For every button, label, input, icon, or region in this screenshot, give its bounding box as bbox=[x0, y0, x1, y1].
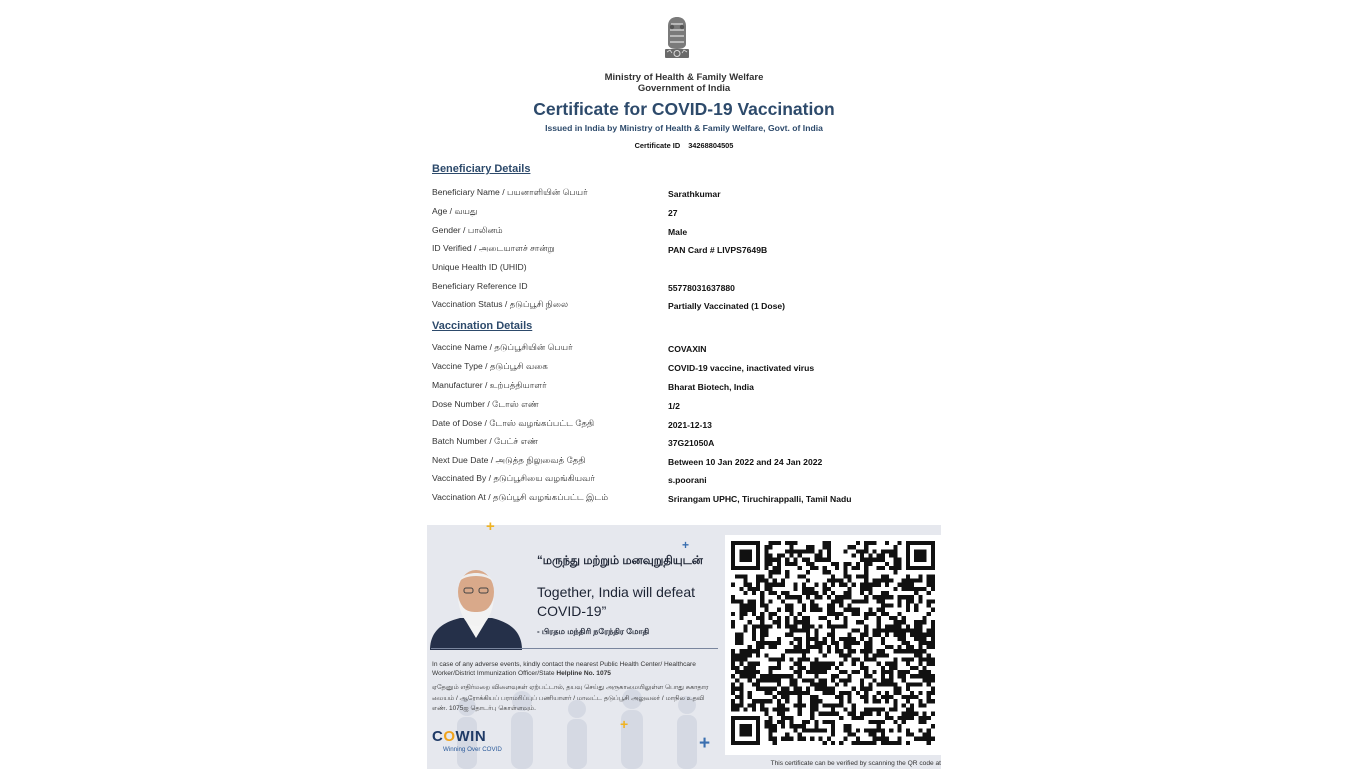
field-value: Bharat Biotech, India bbox=[668, 382, 754, 392]
beneficiary-details-heading: Beneficiary Details bbox=[432, 163, 531, 175]
adverse-event-advisory-english bbox=[432, 660, 712, 678]
quote-tamil: “மருந்து மற்றும் மனவுறுதியுடன் bbox=[537, 555, 703, 567]
quote-attribution: - பிரதம மந்திரி நரேந்திர மோதி bbox=[537, 627, 650, 636]
field-label: Vaccination At / தடுப்பூசி வழங்கப்பட்ட இடம் bbox=[432, 492, 609, 502]
field-value: s.poorani bbox=[668, 475, 707, 485]
field-label: Unique Health ID (UHID) bbox=[432, 262, 527, 272]
field-value: Between 10 Jan 2022 and 24 Jan 2022 bbox=[668, 457, 823, 467]
banner-message-panel bbox=[427, 518, 720, 769]
plus-decoration-icon: + bbox=[699, 733, 711, 754]
beneficiary-reference-id-row bbox=[432, 281, 932, 297]
vaccinated-by-row bbox=[432, 473, 932, 489]
field-label: Next Due Date / அடுத்த நிலுவைத் தேதி bbox=[432, 455, 586, 465]
vaccine-name-row bbox=[432, 342, 932, 358]
dose-number-row bbox=[432, 399, 932, 415]
banner-divider bbox=[431, 648, 718, 649]
field-value: Male bbox=[668, 227, 688, 237]
adverse-event-advisory-tamil: ஏதேனும் எதிர்மறை விளைவுகள் ஏற்பட்டால், தயவு செய்து அருகாமையிலுள்ள பொது சுகாதார மையம் / ஆரோக்கியப் பராமரிப்புப் பணியாளர் / மாவட்ட தடுப்பூசி அலுவலர் / மாநில உதவி எண். 1075ஐ தொடர்பு கொள்ளவும். bbox=[432, 684, 709, 712]
field-label: ID Verified / அடையாளச் சான்று bbox=[432, 243, 555, 253]
plus-decoration-icon: + bbox=[682, 538, 690, 552]
field-value: Partially Vaccinated (1 Dose) bbox=[668, 301, 786, 311]
field-label: Vaccine Type / தடுப்பூசி வகை bbox=[432, 361, 548, 371]
cowin-logo-o: O bbox=[443, 728, 456, 745]
ministry-name: Ministry of Health & Family Welfare bbox=[604, 72, 764, 83]
field-label: Batch Number / பேட்ச் எண் bbox=[432, 436, 539, 446]
cowin-logo-c: C bbox=[432, 728, 444, 745]
field-value: 27 bbox=[668, 208, 678, 218]
beneficiary-name-row bbox=[432, 187, 932, 203]
prime-minister-photo bbox=[430, 560, 522, 650]
gender-row bbox=[432, 225, 932, 241]
national-emblem-icon bbox=[659, 14, 695, 70]
cowin-logo bbox=[432, 728, 486, 745]
verification-qr-code[interactable] bbox=[731, 541, 935, 745]
verification-note: This certificate can be verified by scanning the QR code at bbox=[770, 760, 941, 767]
quote-english: Together, India will defeat COVID-19” bbox=[537, 584, 695, 619]
plus-decoration-icon: + bbox=[620, 716, 629, 732]
vaccination-at-row bbox=[432, 492, 932, 508]
field-value: 55778031637880 bbox=[668, 283, 735, 293]
field-value: COVID-19 vaccine, inactivated virus bbox=[668, 363, 815, 373]
uhid-row bbox=[432, 262, 932, 278]
field-label: Age / வயது bbox=[432, 206, 478, 216]
field-label: Vaccinated By / தடுப்பூசியை வழங்கியவர் bbox=[432, 473, 595, 483]
government-name: Government of India bbox=[637, 83, 731, 94]
field-value: PAN Card # LIVPS7649B bbox=[668, 245, 768, 255]
issued-by: Issued in India by Ministry of Health & Family Welfare, Govt. of India bbox=[545, 123, 823, 133]
field-value: 2021-12-13 bbox=[668, 420, 712, 430]
vaccination-status-row bbox=[432, 299, 932, 315]
vaccination-details-heading: Vaccination Details bbox=[432, 320, 533, 332]
age-row bbox=[432, 206, 932, 222]
plus-decoration-icon: + bbox=[486, 518, 495, 535]
helpline-number: Helpline No. 1075 bbox=[556, 670, 611, 677]
advisory-text: In case of any adverse events, kindly contact the nearest Public Health Center/ Healthcare Worker/District Immunization Officer/State bbox=[432, 661, 696, 677]
field-value: Srirangam UPHC, Tiruchirappalli, Tamil Nadu bbox=[668, 494, 852, 504]
field-label: Beneficiary Reference ID bbox=[432, 281, 528, 291]
field-label: Vaccine Name / தடுப்பூசியின் பெயர் bbox=[432, 342, 573, 352]
certificate-id-value: 34268804505 bbox=[688, 141, 734, 150]
date-of-dose-row bbox=[432, 418, 932, 434]
field-label: Gender / பாலினம் bbox=[432, 225, 503, 235]
id-verified-row bbox=[432, 243, 932, 259]
field-label: Date of Dose / டோஸ் வழங்கப்பட்ட தேதி bbox=[432, 418, 595, 428]
field-value: COVAXIN bbox=[668, 344, 707, 354]
vaccine-type-row bbox=[432, 361, 932, 377]
field-value: 37G21050A bbox=[668, 438, 715, 448]
cowin-tagline: Winning Over COVID bbox=[443, 746, 502, 753]
qr-code-panel bbox=[725, 535, 941, 755]
manufacturer-row bbox=[432, 380, 932, 396]
field-label: Dose Number / டோஸ் எண் bbox=[432, 399, 539, 409]
campaign-banner bbox=[427, 518, 941, 769]
field-label: Manufacturer / உற்பத்தியாளர் bbox=[432, 380, 547, 390]
batch-number-row bbox=[432, 436, 932, 452]
next-due-date-row bbox=[432, 455, 932, 471]
field-value: Sarathkumar bbox=[668, 189, 721, 199]
cowin-logo-win: WIN bbox=[455, 728, 487, 745]
certificate-title: Certificate for COVID-19 Vaccination bbox=[533, 99, 835, 119]
vaccination-certificate bbox=[427, 0, 941, 769]
certificate-id bbox=[427, 141, 941, 150]
field-label: Beneficiary Name / பயனாளியின் பெயர் bbox=[432, 187, 588, 197]
field-value: 1/2 bbox=[668, 401, 680, 411]
field-label: Vaccination Status / தடுப்பூசி நிலை bbox=[432, 299, 569, 309]
certificate-id-label: Certificate ID bbox=[634, 141, 681, 150]
